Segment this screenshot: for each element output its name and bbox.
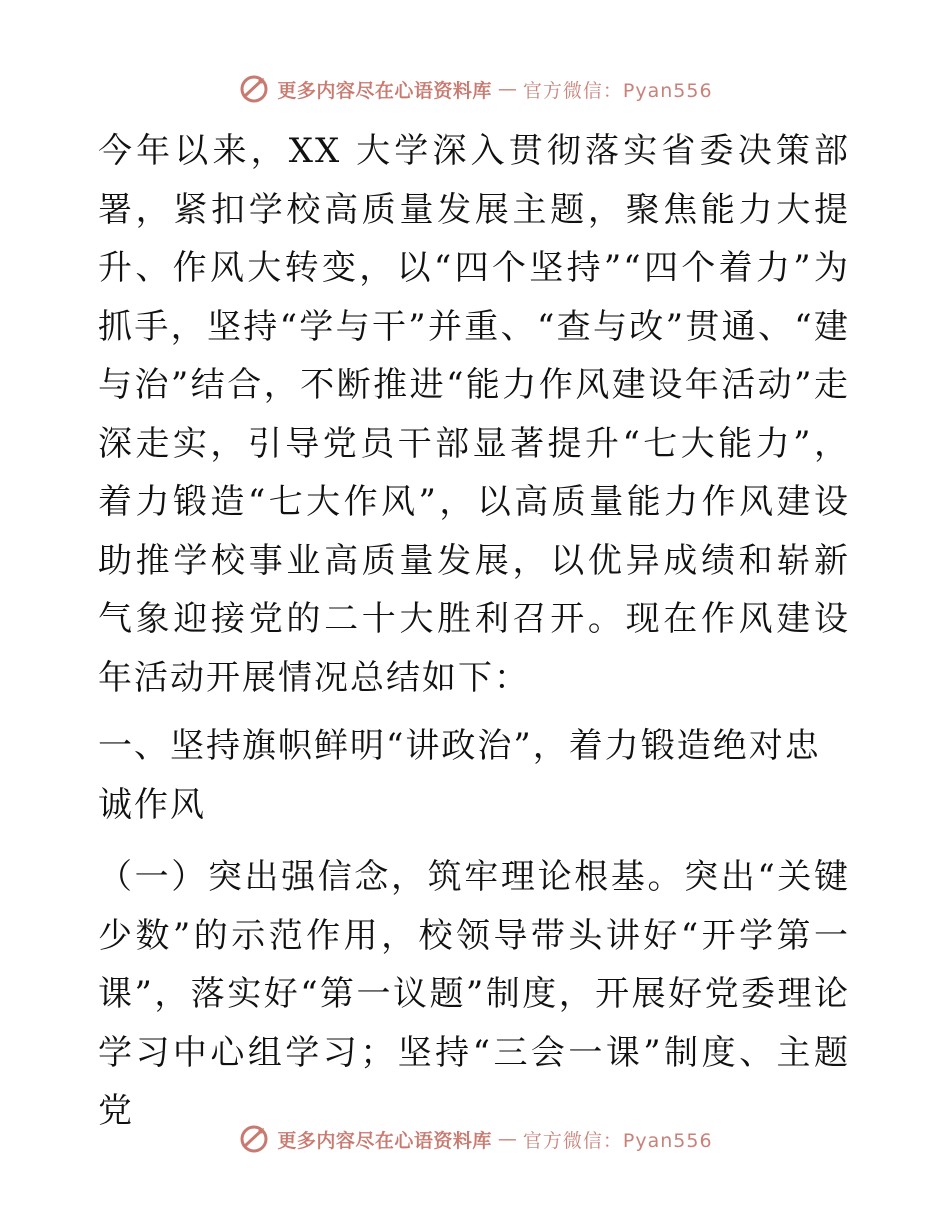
watermark-contact: 官方微信：Pyan556 [522,1129,713,1152]
watermark-brand: 更多内容尽在心语资料库 [277,79,492,102]
watermark-separator: — [497,78,517,100]
watermark-header [0,74,950,104]
document-body [98,122,850,1141]
subsection-paragraph-1: （一）突出强信念，筑牢理论根基。突出“关键少数”的示范作用，校领导带头讲好“开学第一课”，落实好“第一议题”制度，开展好党委理论学习中心组学习；坚持“三会一课”制度、主题党 [98,857,850,1131]
watermark-contact: 官方微信：Pyan556 [522,79,713,102]
seal-logo-icon [237,1124,271,1154]
seal-logo-icon [237,74,271,104]
watermark-brand: 更多内容尽在心语资料库 [277,1129,492,1152]
section-heading-1: 一、坚持旗帜鲜明“讲政治”，着力锻造绝对忠诚作风 [98,726,821,825]
watermark-separator: — [497,1128,517,1150]
watermark-footer [0,1124,950,1154]
intro-paragraph: 今年以来，XX 大学深入贯彻落实省委决策部署，紧扣学校高质量发展主题，聚焦能力大提升、作风大转变，以“四个坚持”“四个着力”为抓手，坚持“学与干”并重、“查与改”贯通、“建与治”结合，不断推进“能力作风建设年活动”走深走实，引导党员干部显著提升“七大能力”，着力锻造“七大作风”，以高质量能力作风建设助推学校事业高质量发展，以优异成绩和崭新气象迎接党的二十大胜利召开。现在作风建设年活动开展情况总结如下： [98,131,850,698]
